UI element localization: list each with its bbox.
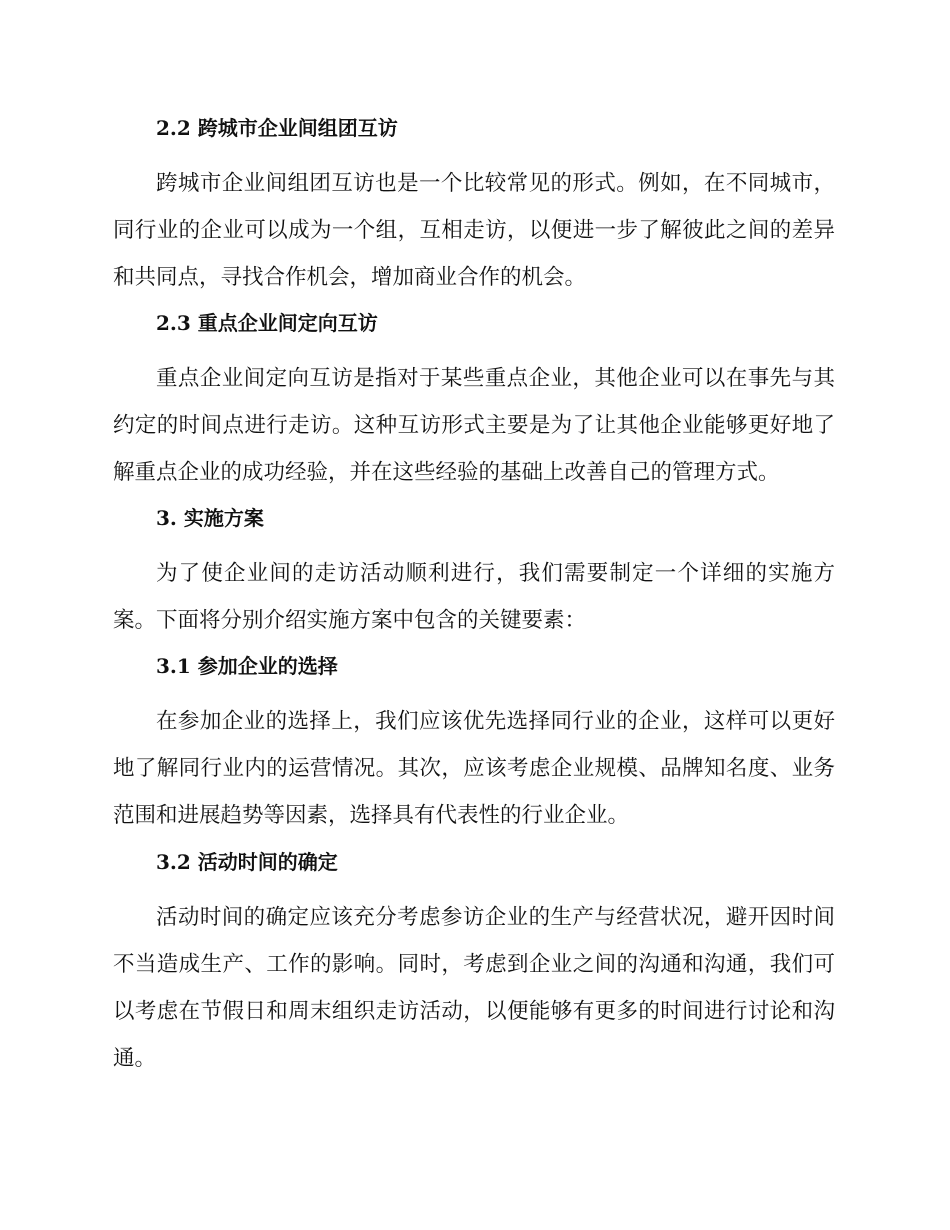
section-heading-2-2: 2.2 跨城市企业间组团互访 — [156, 116, 398, 140]
section-heading-3-1: 3.1 参加企业的选择 — [156, 654, 338, 678]
section-paragraph-2-2: 跨城市企业间组团互访也是一个比较常见的形式。例如，在不同城市，同行业的企业可以成为一个组，互相走访，以便进一步了解彼此之间的差异和共同点，寻找合作机会，增加商业合作的机会。 — [113, 171, 835, 290]
section-heading-2-3: 2.3 重点企业间定向互访 — [156, 311, 378, 335]
section-paragraph-3: 为了使企业间的走访活动顺利进行，我们需要制定一个详细的实施方案。下面将分别介绍实施方案中包含的关键要素： — [113, 561, 835, 633]
section-heading-3-2: 3.2 活动时间的确定 — [156, 850, 338, 874]
section-paragraph-2-3: 重点企业间定向互访是指对于某些重点企业，其他企业可以在事先与其约定的时间点进行走访。这种互访形式主要是为了让其他企业能够更好地了解重点企业的成功经验，并在这些经验的基础上改善自己的管理方式。 — [113, 366, 835, 485]
section-heading-3: 3. 实施方案 — [156, 506, 264, 530]
section-paragraph-3-1: 在参加企业的选择上，我们应该优先选择同行业的企业，这样可以更好地了解同行业内的运营情况。其次，应该考虑企业规模、品牌知名度、业务范围和进展趋势等因素，选择具有代表性的行业企业。 — [113, 709, 835, 828]
section-paragraph-3-2: 活动时间的确定应该充分考虑参访企业的生产与经营状况，避开因时间不当造成生产、工作的影响。同时，考虑到企业之间的沟通和沟通，我们可以考虑在节假日和周末组织走访活动，以便能够有更多的时间进行讨论和沟通。 — [113, 905, 835, 1071]
